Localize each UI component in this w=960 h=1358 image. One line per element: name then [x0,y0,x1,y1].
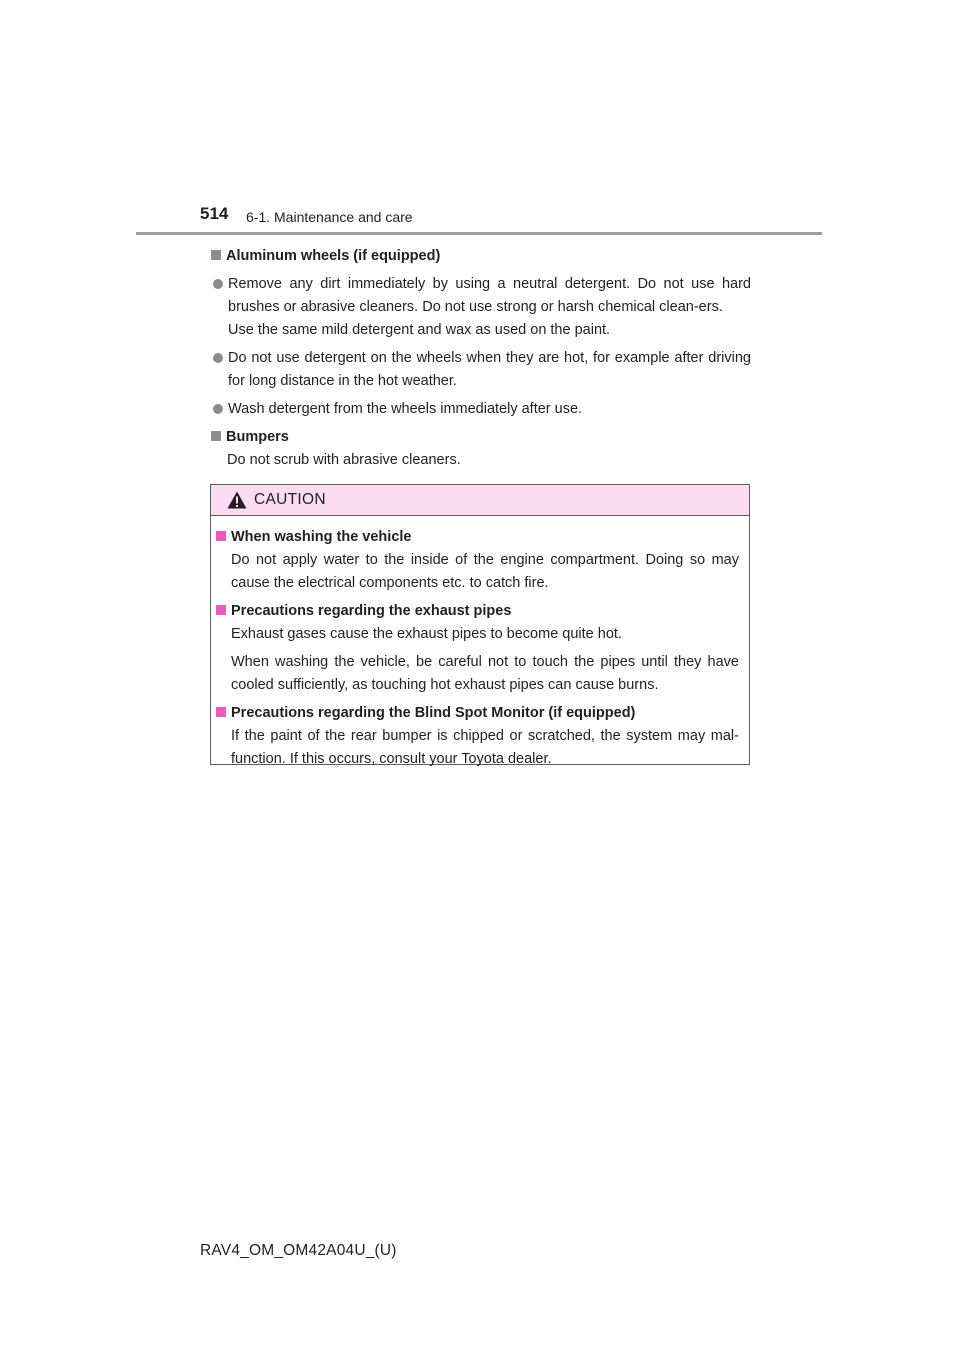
caution-text: When washing the vehicle, be careful not to touch the pipes until they have cooled sufficiently, as touching hot exhaust pipes can cause burns. [231,654,739,693]
warning-triangle-icon [227,491,247,509]
bumpers-text: Do not scrub with abrasive cleaners. [227,452,461,468]
page-number: 514 [200,204,229,223]
section-title: 6-1. Maintenance and care [246,209,413,225]
caution-text: Exhaust gases cause the exhaust pipes to become quite hot. [231,626,622,642]
caution-box [210,484,750,765]
main-content [211,243,751,472]
caution-heading-exhaust: Precautions regarding the exhaust pipes [216,600,739,623]
circle-bullet-icon [213,404,223,414]
list-item: Remove any dirt immediately by using a neutral detergent. Do not use hard brushes or abrasive cleaners. Do not use strong or harsh chemical clean-ers. Use the same mild detergent and wax as used on the paint. [211,273,751,342]
square-bullet-icon [216,707,226,717]
section-heading-wheels: Aluminum wheels (if equipped) [211,245,751,268]
square-bullet-icon [211,250,221,260]
list-item: Wash detergent from the wheels immediately after use. [211,398,751,421]
circle-bullet-icon [213,279,223,289]
document-id: RAV4_OM_OM42A04U_(U) [200,1242,397,1259]
circle-bullet-icon [213,353,223,363]
caution-label: CAUTION [254,491,326,508]
caution-header [211,485,749,516]
caution-text: If the paint of the rear bumper is chipped or scratched, the system may mal-function. If this occurs, consult your Toyota dealer. [231,728,739,767]
square-bullet-icon [211,431,221,441]
square-bullet-icon [216,531,226,541]
caution-heading-washing: When washing the vehicle [216,526,739,549]
section-heading-bumpers: Bumpers [211,426,751,449]
caution-text: Do not apply water to the inside of the engine compartment. Doing so may cause the electrical components etc. to catch fire. [231,552,739,591]
square-bullet-icon [216,605,226,615]
header-rule [136,232,822,235]
caution-heading-bsm: Precautions regarding the Blind Spot Monitor (if equipped) [216,702,739,725]
list-item: Do not use detergent on the wheels when they are hot, for example after driving for long distance in the hot weather. [211,347,751,393]
caution-body [211,516,749,771]
